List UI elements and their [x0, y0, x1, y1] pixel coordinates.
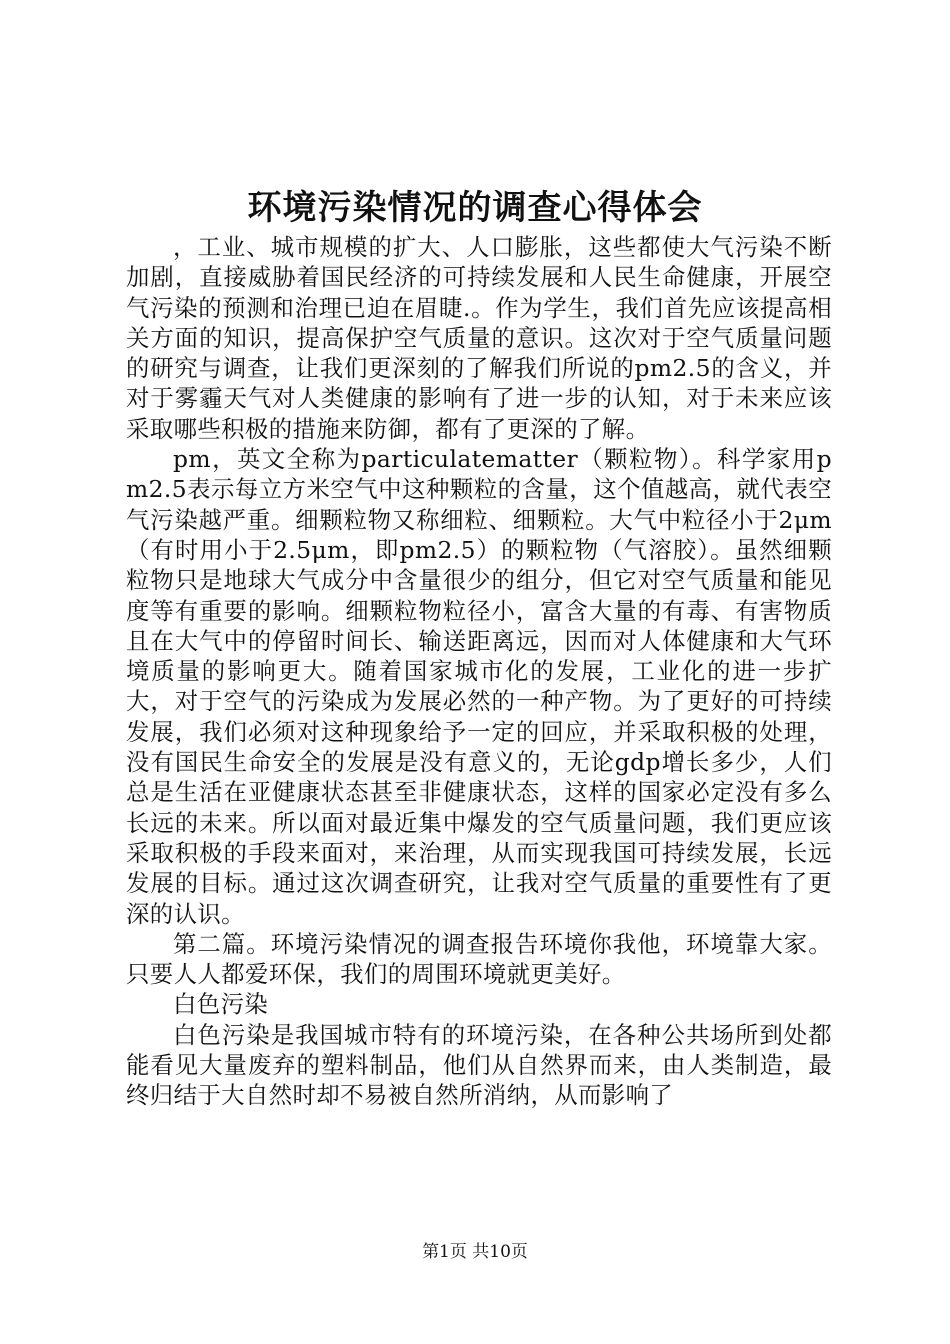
paragraph-intro: ，工业、城市规模的扩大、人口膨胀，这些都使大气污染不断加剧，直接威胁着国民经济的可持续发展和人民生命健康，开展空气污染的预测和治理已迫在眉睫.。作为学生，我们首先应该提高相关方面的知识，提高保护空气质量的意识。这次对于空气质量问题的研究与调查，让我们更深刻的了解我们所说的pm2.5的含义，并对于雾霾天气对人类健康的影响有了进一步的认知，对于未来应该采取哪些积极的措施来防御，都有了更深的了解。 — [126, 233, 832, 443]
document-body — [126, 232, 832, 1111]
paragraph-second-article: 第二篇。环境污染情况的调查报告环境你我他，环境靠大家。只要人人都爱环保，我们的周围环境就更美好。 — [126, 929, 832, 989]
document-title: 环境污染情况的调查心得体会 — [247, 188, 703, 228]
paragraph-pm25: pm，英文全称为particulatematter（颗粒物）。科学家用pm2.5表示每立方米空气中这种颗粒的含量，这个值越高，就代表空气污染越严重。细颗粒物又称细粒、细颗粒。大气中粒径小于2μm（有时用小于2.5μm，即pm2.5）的颗粒物（气溶胶）。虽然细颗粒物只是地球大气成分中含量很少的组分，但它对空气质量和能见度等有重要的影响。细颗粒物粒径小，富含大量的有毒、有害物质且在大气中的停留时间长、输送距离远，因而对人体健康和大气环境质量的影响更大。随着国家城市化的发展，工业化的进一步扩大，对于空气的污染成为发展必然的一种产物。为了更好的可持续发展，我们必须对这种现象给予一定的回应，并采取积极的处理，没有国民生命安全的发展是没有意义的，无论gdp增长多少，人们总是生活在亚健康状态甚至非健康状态，这样的国家必定没有多么长远的未来。所以面对最近集中爆发的空气质量问题，我们更应该采取积极的手段来面对，来治理，从而实现我国可持续发展，长远发展的目标。通过这次调查研究，让我对空气质量的重要性有了更深的认识。 — [126, 445, 832, 928]
paragraph-white-pollution: 白色污染是我国城市特有的环境污染，在各种公共场所到处都能看见大量废弃的塑料制品，他们从自然界而来，由人类制造，最终归结于大自然时却不易被自然所消纳，从而影响了 — [126, 1020, 832, 1110]
section-heading-white-pollution: 白色污染 — [173, 990, 269, 1019]
page-number-footer: 第1页 共10页 — [422, 1242, 528, 1262]
